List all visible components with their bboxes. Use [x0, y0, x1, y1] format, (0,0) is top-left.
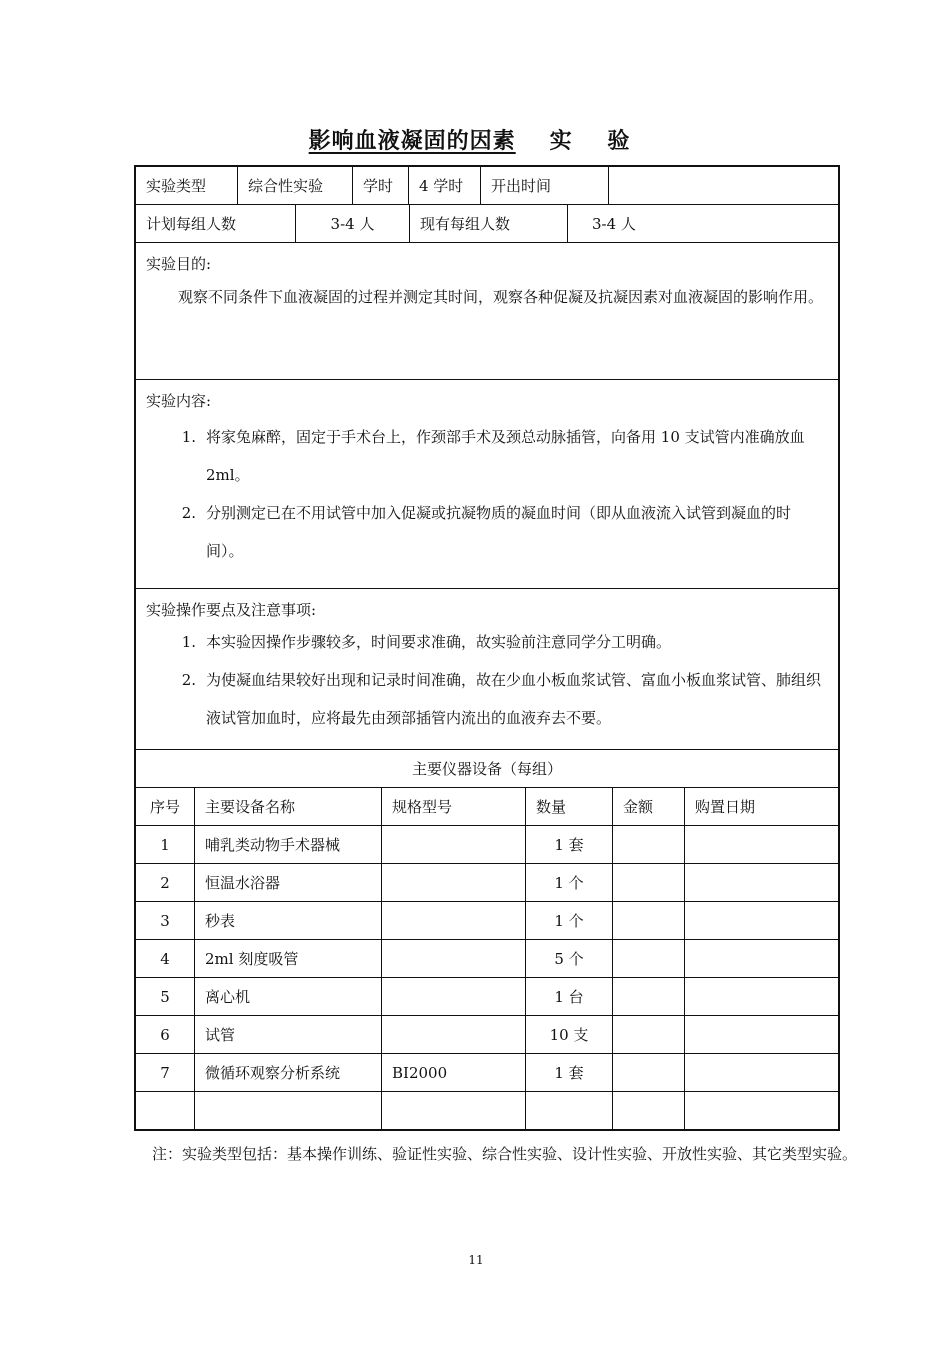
table-row	[136, 978, 838, 1016]
cell-quantity: 1 套	[526, 826, 613, 863]
cell-amount	[613, 864, 685, 901]
content-item-text: 分别测定已在不用试管中加入促凝或抗凝物质的凝血时间（即从血液流入试管到凝血的时间）。	[206, 504, 792, 560]
type-value: 综合性实验	[238, 167, 353, 204]
cell-model	[382, 1016, 526, 1053]
current-label: 现有每组人数	[410, 205, 568, 242]
cell-name: 恒温水浴器	[195, 864, 382, 901]
table-row	[136, 1016, 838, 1054]
notes-item-text: 为使凝血结果较好出现和记录时间准确，故在少血小板血浆试管、富血小板血浆试管、肺组织液试管加血时，应将最先由颈部插管内流出的血液弃去不要。	[206, 671, 822, 727]
cell-date	[685, 940, 838, 977]
footnote: 注：实验类型包括：基本操作训练、验证性实验、综合性实验、设计性实验、开放性实验、其它类型实验。	[152, 1145, 858, 1163]
cell-name: 离心机	[195, 978, 382, 1015]
cell-index	[136, 1092, 195, 1129]
cell-index: 2	[136, 864, 195, 901]
type-label: 实验类型	[136, 167, 238, 204]
cell-index: 4	[136, 940, 195, 977]
cell-date	[685, 978, 838, 1015]
cell-quantity: 5 个	[526, 940, 613, 977]
col-header-name: 主要设备名称	[195, 788, 382, 825]
hours-label: 学时	[353, 167, 409, 204]
open-time-value	[609, 167, 838, 204]
cell-model	[382, 940, 526, 977]
info-row-people	[136, 205, 838, 243]
cell-model: BI2000	[382, 1054, 526, 1091]
notes-item-text: 本实验因操作步骤较多，时间要求准确，故实验前注意同学分工明确。	[206, 633, 672, 651]
equipment-table	[136, 788, 838, 1129]
cell-model	[382, 826, 526, 863]
hours-value: 4 学时	[409, 167, 481, 204]
content-item-text: 将家兔麻醉，固定于手术台上，作颈部手术及颈总动脉插管，向备用 10 支试管内准确放血 2ml。	[206, 428, 805, 484]
cell-amount	[613, 1092, 685, 1129]
cell-model	[382, 864, 526, 901]
content-item-number: 2.	[181, 504, 196, 522]
notes-section	[136, 589, 838, 750]
cell-index: 1	[136, 826, 195, 863]
open-time-label: 开出时间	[481, 167, 609, 204]
cell-date	[685, 902, 838, 939]
notes-heading: 实验操作要点及注意事项:	[146, 601, 317, 619]
cell-amount	[613, 940, 685, 977]
cell-quantity: 1 个	[526, 902, 613, 939]
notes-item	[146, 623, 828, 661]
current-value: 3-4 人	[592, 215, 636, 233]
content-item-number: 1.	[181, 428, 196, 446]
col-header-quantity: 数量	[526, 788, 613, 825]
planned-label: 计划每组人数	[136, 205, 296, 242]
col-header-date: 购置日期	[695, 798, 756, 816]
col-header-index: 序号	[136, 788, 195, 825]
notes-item	[146, 661, 828, 737]
cell-date	[685, 1092, 838, 1129]
cell-model	[382, 902, 526, 939]
cell-quantity: 10 支	[526, 1016, 613, 1053]
equipment-heading: 主要仪器设备（每组）	[136, 750, 838, 788]
cell-name: 2ml 刻度吸管	[195, 940, 382, 977]
cell-name: 微循环观察分析系统	[195, 1054, 382, 1091]
cell-quantity: 1 个	[526, 864, 613, 901]
table-row	[136, 902, 838, 940]
cell-quantity: 1 台	[526, 978, 613, 1015]
col-header-model: 规格型号	[382, 788, 526, 825]
table-row	[136, 826, 838, 864]
cell-date	[685, 1016, 838, 1053]
cell-date	[685, 1054, 838, 1091]
content-item	[146, 494, 828, 570]
cell-amount	[613, 902, 685, 939]
planned-value: 3-4 人	[296, 205, 410, 242]
cell-name: 试管	[195, 1016, 382, 1053]
col-header-amount: 金额	[613, 788, 685, 825]
experiment-name: 影响血液凝固的因素	[308, 128, 516, 154]
notes-item-number: 2.	[181, 671, 196, 689]
cell-name: 哺乳类动物手术器械	[195, 826, 382, 863]
experiment-suffix: 实 验	[549, 128, 644, 154]
experiment-form	[134, 165, 840, 1131]
table-row	[136, 1054, 838, 1092]
cell-quantity: 1 套	[526, 1054, 613, 1091]
cell-model	[382, 1092, 526, 1129]
cell-index: 7	[136, 1054, 195, 1091]
cell-name: 秒表	[195, 902, 382, 939]
cell-index: 6	[136, 1016, 195, 1053]
table-row	[136, 1092, 838, 1129]
cell-date	[685, 826, 838, 863]
page-number: 11	[468, 1253, 484, 1267]
cell-date	[685, 864, 838, 901]
content-heading: 实验内容:	[146, 392, 212, 410]
purpose-heading: 实验目的:	[146, 255, 212, 273]
equipment-header-row	[136, 788, 838, 826]
cell-amount	[613, 1016, 685, 1053]
cell-amount	[613, 826, 685, 863]
page-title	[0, 124, 952, 155]
purpose-text: 观察不同条件下血液凝固的过程并测定其时间，观察各种促凝及抗凝因素对血液凝固的影响作用。	[178, 288, 824, 306]
table-row	[136, 940, 838, 978]
notes-item-number: 1.	[181, 633, 196, 651]
cell-amount	[613, 978, 685, 1015]
info-row-type	[136, 167, 838, 205]
cell-amount	[613, 1054, 685, 1091]
table-row	[136, 864, 838, 902]
content-item	[146, 418, 828, 494]
cell-index: 3	[136, 902, 195, 939]
content-section	[136, 380, 838, 589]
cell-name	[195, 1092, 382, 1129]
cell-index: 5	[136, 978, 195, 1015]
purpose-section	[136, 243, 838, 380]
cell-model	[382, 978, 526, 1015]
cell-quantity	[526, 1092, 613, 1129]
